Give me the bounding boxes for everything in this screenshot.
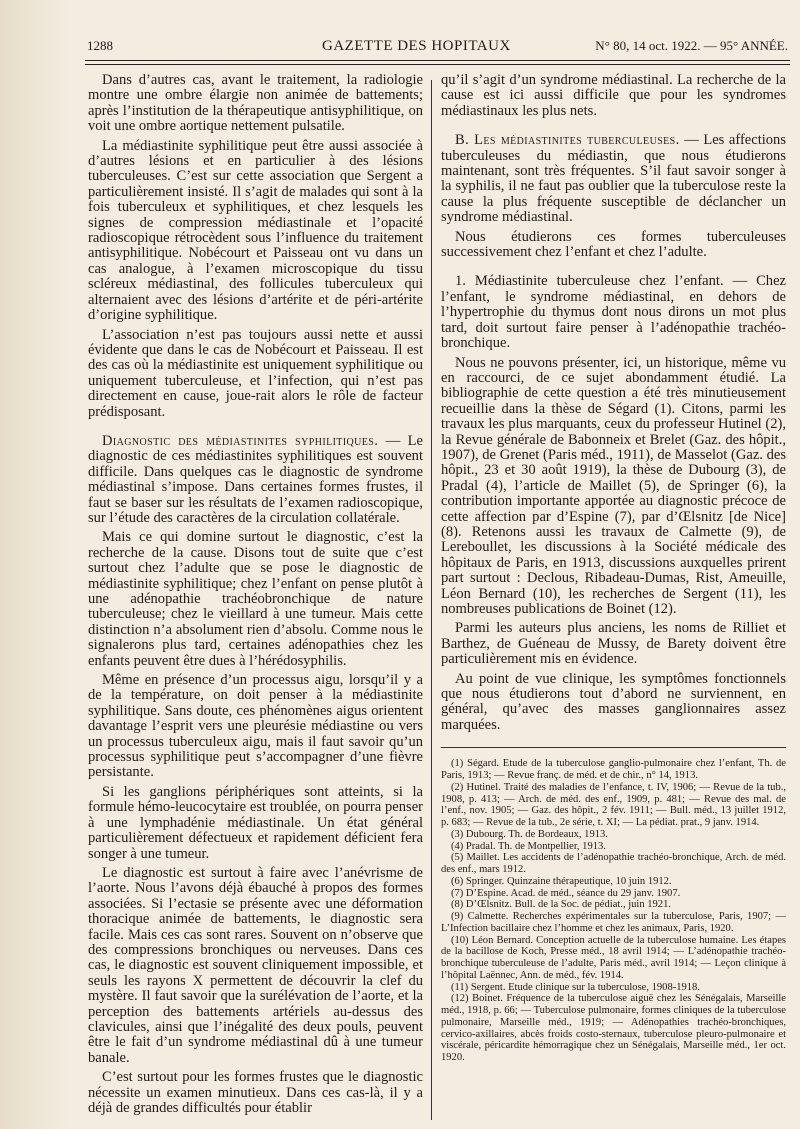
right-column — [441, 73, 786, 1064]
footnote: (10) Léon Bernard. Conception actuelle de la tuberculose humaine. Les étapes de la bacillose de Koch, Presse méd., 18 avril 1914; — L’adénopathie trachéo-bronchique tuberculeuse de l’adulte, Paris méd., avril 1914; — Leçon clinique à l’hôpital Laënnec, Ann. de méd., fév. 1914. — [441, 934, 786, 981]
footnote: (12) Boinet. Fréquence de la tuberculose aiguë chez les Sénégalais, Marseille méd., 1918, p. 66; — Tuberculose pulmonaire, formes cliniques de la tuberculose pulmonaire, Marseille méd., 1919; — Adénopathies trachéo-bronchiques, cervico-axillaires, abcès froids costo-sternaux, tuberculose pleuro-pulmonaire et viscérale, péricardite hémorragique chez un Sénégalais, Marseille méd., 1er oct. 1920. — [441, 993, 786, 1063]
paragraph: La médiastinite syphilitique peut être aussi associée à d’autres lésions et en particulier à des lésions tuberculeuses. C’est sur cette association que Sergent a particulièrement insisté. Il s’agit de malades qui sont à la fois tuberculeux et syphilitiques, et chez lesquels les signes de compression médiastinale et l’opacité radioscopique rétrocèdent sous l’influence du traitement antisyphilitique. Nobécourt et Paisseau ont vu dans un cas analogue, à l’examen microscopique du tissu scléreux médiastinal, des follicules tuberculeux qui alternaient avec des lésions d’artérite et de péri-artérite d’origine syphilitique. — [88, 137, 423, 324]
paragraph: Si les ganglions périphériques sont atteints, si la formule hémo-leucocytaire est troublée, on pourra penser à une lymphadénie médiastinale. Un état général particulièrement défectueux et rapidement déficient fera songer à une tumeur. — [88, 783, 423, 862]
footnote: (6) Springer. Quinzaine thérapeutique, 10 juin 1912. — [451, 875, 672, 887]
footnote-rule — [441, 747, 786, 748]
journal-title: GAZETTE DES HOPITAUX — [322, 38, 511, 54]
paragraph: Au point de vue clinique, les symptômes fonctionnels que nous étudierons tout d’abord ne surviennent, en général, qu’avec des masses ganglionnaires assez marquées. — [441, 670, 786, 733]
section-heading: B. Les médiastinites tuberculeuses. — [455, 132, 680, 149]
paragraph: qu’il s’agit d’un syndrome médiastinal. La recherche de la cause est ici aussi difficile que pour les syndromes médiastinaux les plus nets. — [441, 72, 786, 119]
column-separator — [431, 80, 432, 1120]
footnote: (1) Ségard. Etude de la tuberculose ganglio-pulmonaire chez l’enfant, Th. de Paris, 1913; — Revue franç. de méd. et de chir., n° 14, 1913. — [441, 758, 786, 781]
page-number: 1288 — [87, 38, 113, 53]
footnote: (3) Dubourg. Th. de Bordeaux, 1913. — [451, 828, 608, 840]
paragraph-text: — Le diagnostic de ces médiastinites syphilitiques est souvent difficile. Dans quelques cas le diagnostic de syndrome médiastinal s’impose. Dans certaines formes frustes, il faut se baser sur les résultats de l’examen radioscopique, sur l’étude des caractères de la circulation collatérale. — [88, 432, 423, 526]
header-rule-thin — [85, 64, 790, 65]
footnotes — [441, 758, 786, 1064]
paragraph: Même en présence d’un processus aigu, lorsqu’il y a de la température, on doit penser à la médiastinite syphilitique. Sans doute, ces phénomènes aigus orientent davantage l’esprit vers une pleurésie médiastine ou vers un processus tuberculeux aigu, mais il faut savoir qu’un processus syphilitique peut s’accompagner d’une fièvre persistante. — [88, 672, 423, 781]
paragraph-text: — Les affections tuberculeuses du médiastin, que nous étudierons maintenant, sont très fréquentes. S’il faut savoir songer à la syphilis, il ne faut pas oublier que la tuberculose reste la cause la plus fréquente susceptible de déclancher un syndrome médiastinal. — [441, 132, 786, 226]
paragraph: Mais ce qui domine surtout le diagnostic, c’est la recherche de la cause. Disons tout de suite que c’est surtout chez l’adulte que se pose le diagnostic de médiastinite syphilitique; chez l’enfant on pense plutôt à une adénopathie trachéobronchique de nature tuberculeuse; chez le vieillard à une tumeur. Mais cette distinction n’a absolument rien d’absolu. Comme nous le signalerons plus tard, certaines adénopathies chez les enfants peuvent être dues à l’hérédosyphilis. — [88, 529, 423, 669]
issue-info: N° 80, 14 oct. 1922. — 95° ANNÉE. — [595, 38, 788, 53]
footnote: (9) Calmette. Recherches expérimentales sur la tuberculose, Paris, 1907; — L’Infection bacillaire chez l’homme et chez les animaux, Paris, 1920. — [441, 911, 786, 934]
paragraph: Le diagnostic est surtout à faire avec l’anévrisme de l’aorte. Nous l’avons déjà ébauché à propos des formes associées. Si l’ectasie se présente avec une déformation thoracique animée de battements, le diagnostic sera facile. Mais ces cas sont rares. Souvent on n’observe que des compressions bronchiques ou nerveuses. Dans ces cas, le diagnostic est souvent cliniquement impossible, et seuls les rayons X permettent de découvrir la clef du mystère. Il faut savoir que la surélévation de l’aorte, et la perception des battements artériels au-dessus des clavicules, ainsi que l’inégalité des deux pouls, peuvent être le fait d’un syndrome médiastinal dû à une tumeur banale. — [88, 864, 423, 1066]
section-paragraph — [441, 133, 786, 225]
section-heading: Diagnostic des médiastinites syphilitiques. — [102, 432, 379, 449]
footnote: (5) Maillet. Les accidents de l’adénopathie trachéo-bronchique, Arch. de méd. des enf., mars 1912. — [441, 852, 786, 875]
paragraph: Nous ne pouvons présenter, ici, un historique, même vu en raccourci, de ce sujet abondamment étudié. La bibliographie de cette question a été très minutieusement recueillie dans la thèse de Ségard (1). Citons, parmi les travaux les plus marquants, ceux du professeur Hutinel (2), la Revue générale de Babonneix et Brelet (Gaz. des hôpit., 1907), de Grenet (Paris méd., 1911), de Masselot (Gaz. des hôpit., 23 et 30 août 1919), la thèse de Dubourg (3), de Pradal (4), l’article de Maillet (5), de Springer (6), la contribution importante apportée au diagnostic précoce de cette affection par d’Espine (7), par d’Œlsnitz [de Nice] (8). Retenons aussi les travaux de Calmette (9), de Lereboullet, les discussions à la Société médicale des hôpitaux de Paris, en 1913, discussions auxquelles prirent part surtout : Declous, Ribadeau-Dumas, Rist, Ameuille, Léon Bernard (10), les recherches de Sergent (11), les nombreuses publications de Boinet (12). — [441, 354, 786, 617]
paragraph: L’association n’est pas toujours aussi nette et aussi évidente que dans le cas de Nobécourt et Paisseau. Il est des cas où la médiastinite est uniquement syphilitique ou uniquement tuberculeuse, et l’infection, qui n’est pas directement en cause, joue-rait alors le rôle de facteur prédisposant. — [88, 326, 423, 420]
paragraph: Parmi les auteurs plus anciens, les noms de Rilliet et Barthez, de Guéneau de Mussy, de Barety doivent être particulièrement mis en évidence. — [441, 620, 786, 668]
paragraph: Nous étudierons ces formes tuberculeuses successivement chez l’enfant et chez l’adulte. — [441, 228, 786, 261]
footnote: (2) Hutinel. Traité des maladies de l’enfance, t. IV, 1906; — Revue de la tub., 1908, p. 413; — Arch. de méd. des enf., 1909, p. 481; — Revue des mal. de l’enf., nov. 1905; — Gaz. des hôpit., 2 fév. 1911; — Bull. méd., 13 juillet 1912, p. 683; — Revue de la tub., 2e série, t. XI; — La pédiat. prat., 9 janv. 1914. — [441, 781, 786, 828]
running-header — [0, 38, 800, 62]
header-rule — [85, 60, 790, 61]
paragraph: Dans d’autres cas, avant le traitement, la radiologie montre une ombre élargie non animée de battements; après l’institution de la thérapeutique antisyphilitique, on voit une ombre aortique nettement pulsatile. — [88, 72, 423, 135]
footnote: (11) Sergent. Etude clinique sur la tuberculose, 1908-1918. — [451, 981, 700, 993]
footnote: (4) Pradal. Th. de Montpellier, 1913. — [451, 840, 606, 852]
footnote: (8) D’Œlsnitz. Bull. de la Soc. de pédiat., juin 1921. — [451, 899, 671, 911]
footnote: (7) D’Espine. Acad. de méd., séance du 29 janv. 1907. — [451, 887, 681, 899]
section-paragraph — [88, 434, 423, 526]
paragraph: 1. Médiastinite tuberculeuse chez l’enfant. — Chez l’enfant, le syndrome médiastinal, en dehors de l’hypertrophie du thymus dont nous dirons un mot plus tard, doit surtout faire penser à l’adénopathie trachéo-bronchique. — [441, 273, 786, 352]
paragraph: C’est surtout pour les formes frustes que le diagnostic nécessite un examen minutieux. Dans ces cas-là, il y a déjà de grandes difficultés pour établir — [88, 1069, 423, 1116]
left-column — [88, 73, 423, 1116]
